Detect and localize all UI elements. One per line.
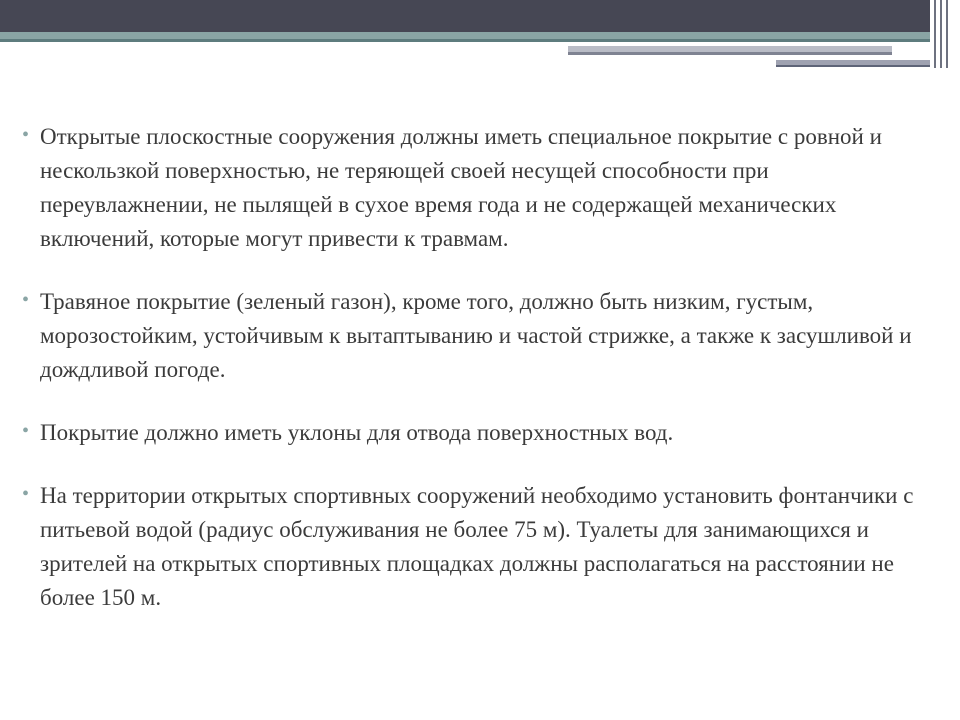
bullet-marker: • xyxy=(22,289,30,311)
bullet-text: На территории открытых спортивных сооружений необходимо установить фонтанчики с питьевой водой (радиус обслуживания не более 75 м). Туалеты для занимающихся и зрителей на открытых спортивных площадках должны располагаться на расстоянии не более 150 м. xyxy=(40,483,914,610)
bullet-text: Открытые плоскостные сооружения должны иметь специальное покрытие с ровной и нескользкой поверхностью, не теряющей своей несущей способности при переувлажнении, не пылящей в сухое время года и не содержащей механических включений, которые могут привести к травмам. xyxy=(40,124,882,251)
bullet-item xyxy=(22,416,937,450)
bullet-item xyxy=(22,285,937,387)
corner-decoration xyxy=(930,0,960,68)
header-accent-line xyxy=(0,32,930,39)
bullet-text: Травяное покрытие (зеленый газон), кроме того, должно быть низким, густым, морозостойким, устойчивым к вытаптыванию и частой стрижке, а также к засушливой и дождливой погоде. xyxy=(40,289,912,382)
slide-content xyxy=(22,120,937,644)
header-accent-line-dark xyxy=(0,39,930,42)
bullet-marker: • xyxy=(22,124,30,146)
bullet-item xyxy=(22,479,937,615)
decorative-bar-shadow xyxy=(568,52,892,55)
bullet-item xyxy=(22,120,937,256)
bullet-text: Покрытие должно иметь уклоны для отвода поверхностных вод. xyxy=(40,420,674,445)
bullet-marker: • xyxy=(22,420,30,442)
bullet-marker: • xyxy=(22,483,30,505)
decorative-bar-small-shadow xyxy=(776,65,946,67)
header-bar xyxy=(0,0,960,32)
